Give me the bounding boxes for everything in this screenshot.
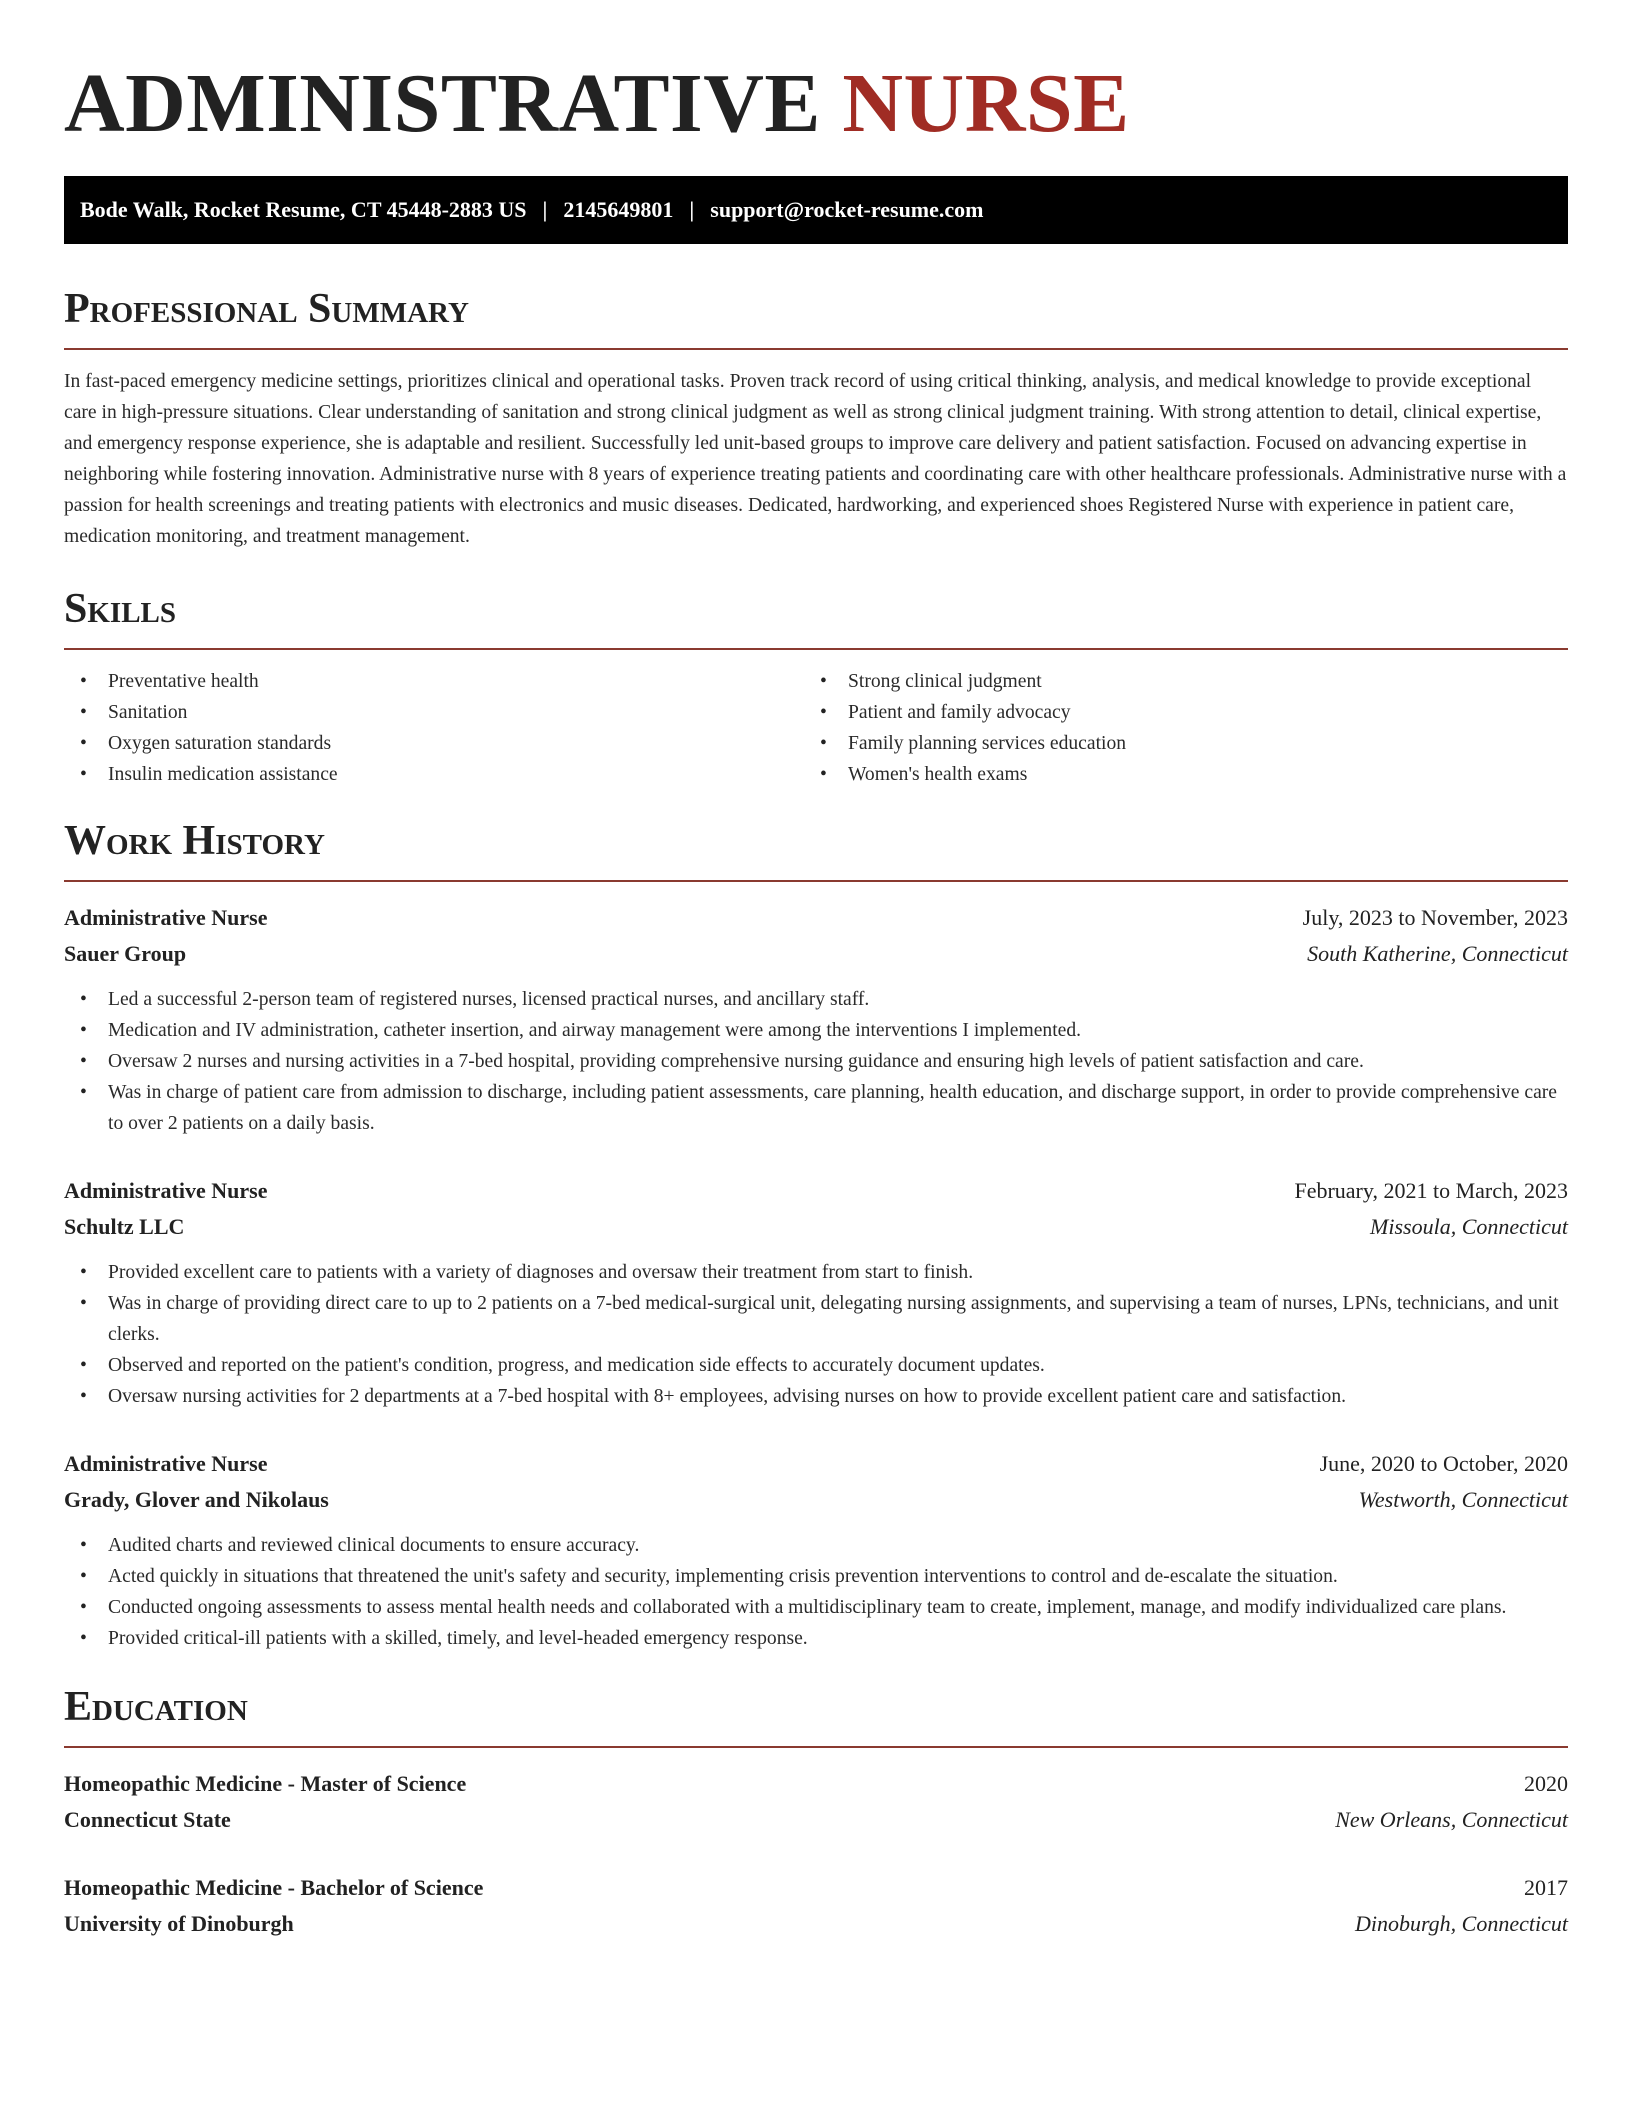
skill-item: • Oxygen saturation standards	[64, 728, 804, 759]
skill-item: • Patient and family advocacy	[804, 697, 1544, 728]
job-bullet: • Observed and reported on the patient's condition, progress, and medication side effects to accurately document updates.	[64, 1350, 1568, 1381]
name-last: NURSE	[842, 57, 1130, 150]
job-title: Administrative Nurse	[64, 1451, 268, 1476]
job-bullet: • Acted quickly in situations that threatened the unit's safety and security, implementing crisis prevention interventions to control and de-escalate the situation.	[64, 1561, 1568, 1592]
education-degree-row	[64, 1766, 1568, 1802]
skills-grid	[64, 666, 1568, 790]
education-school-row	[64, 1802, 1568, 1838]
education-degree-row	[64, 1870, 1568, 1906]
education-year: 2017	[1524, 1875, 1568, 1900]
job-title: Administrative Nurse	[64, 1178, 268, 1203]
skill-item: • Sanitation	[64, 697, 804, 728]
skill-item: • Women's health exams	[804, 759, 1544, 790]
job-bullet: • Was in charge of providing direct care to up to 2 patients on a 7-bed medical-surgical unit, delegating nursing assignments, and supervising a team of nurses, LPNs, technicians, and unit clerks.	[64, 1288, 1568, 1350]
job-company-row	[64, 936, 1568, 972]
job-bullets	[64, 1530, 1568, 1654]
job-bullet: • Audited charts and reviewed clinical documents to ensure accuracy.	[64, 1530, 1568, 1561]
contact-email: support@rocket-resume.com	[710, 197, 984, 222]
resume-name	[64, 56, 1568, 152]
education-entry	[64, 1766, 1568, 1838]
contact-separator: |	[689, 197, 695, 222]
section-divider	[64, 880, 1568, 882]
job-location: South Katherine, Connecticut	[1307, 941, 1568, 966]
job-company: Grady, Glover and Nikolaus	[64, 1487, 329, 1512]
name-first: ADMINISTRATIVE	[64, 57, 821, 150]
job-company-row	[64, 1482, 1568, 1518]
education-school: University of Dinoburgh	[64, 1911, 294, 1936]
job-dates: February, 2021 to March, 2023	[1294, 1178, 1568, 1203]
section-title-skills: Skills	[64, 586, 177, 632]
job-entry	[64, 900, 1568, 1139]
education-year: 2020	[1524, 1771, 1568, 1796]
job-bullet: • Was in charge of patient care from admission to discharge, including patient assessments, care planning, health education, and discharge support, in order to provide comprehensive care to over 2 patients on a daily basis.	[64, 1077, 1568, 1139]
job-bullet: • Led a successful 2-person team of registered nurses, licensed practical nurses, and ancillary staff.	[64, 984, 1568, 1015]
education-school: Connecticut State	[64, 1807, 231, 1832]
job-dates: July, 2023 to November, 2023	[1302, 905, 1568, 930]
skills-list-left	[64, 666, 804, 790]
job-title: Administrative Nurse	[64, 905, 268, 930]
job-bullet: • Oversaw 2 nurses and nursing activities in a 7-bed hospital, providing comprehensive nursing guidance and ensuring high levels of patient satisfaction and care.	[64, 1046, 1568, 1077]
job-company: Schultz LLC	[64, 1214, 185, 1239]
section-title-summary: Professional Summary	[64, 286, 469, 332]
job-location: Westworth, Connecticut	[1358, 1487, 1568, 1512]
job-location: Missoula, Connecticut	[1370, 1214, 1568, 1239]
education-degree: Homeopathic Medicine - Bachelor of Science	[64, 1875, 484, 1900]
job-bullets	[64, 984, 1568, 1139]
contact-bar	[64, 176, 1568, 244]
job-header-row	[64, 1173, 1568, 1209]
skills-list-right	[804, 666, 1544, 790]
job-dates: June, 2020 to October, 2020	[1319, 1451, 1568, 1476]
job-bullet: • Provided excellent care to patients with a variety of diagnoses and oversaw their treatment from start to finish.	[64, 1257, 1568, 1288]
education-location: Dinoburgh, Connecticut	[1354, 1911, 1568, 1936]
education-location: New Orleans, Connecticut	[1335, 1807, 1568, 1832]
contact-separator: |	[542, 197, 548, 222]
job-bullets	[64, 1257, 1568, 1412]
resume-page	[64, 0, 1568, 1942]
job-company-row	[64, 1209, 1568, 1245]
section-title-work-history: Work History	[64, 818, 325, 864]
section-divider	[64, 348, 1568, 350]
education-entry	[64, 1870, 1568, 1942]
contact-phone: 2145649801	[563, 197, 674, 222]
education-school-row	[64, 1906, 1568, 1942]
skill-item: • Strong clinical judgment	[804, 666, 1544, 697]
job-bullet: • Conducted ongoing assessments to assess mental health needs and collaborated with a multidisciplinary team to create, implement, manage, and modify individualized care plans.	[64, 1592, 1568, 1623]
section-divider	[64, 648, 1568, 650]
job-entry	[64, 1446, 1568, 1654]
job-entry	[64, 1173, 1568, 1412]
education-degree: Homeopathic Medicine - Master of Science	[64, 1771, 467, 1796]
job-bullet: • Medication and IV administration, catheter insertion, and airway management were among the interventions I implemented.	[64, 1015, 1568, 1046]
job-bullet: • Provided critical-ill patients with a skilled, timely, and level-headed emergency response.	[64, 1623, 1568, 1654]
job-header-row	[64, 1446, 1568, 1482]
skill-item: • Preventative health	[64, 666, 804, 697]
section-title-education: Education	[64, 1684, 248, 1730]
section-divider	[64, 1746, 1568, 1748]
job-bullet: • Oversaw nursing activities for 2 departments at a 7-bed hospital with 8+ employees, advising nurses on how to provide excellent patient care and satisfaction.	[64, 1381, 1568, 1412]
job-company: Sauer Group	[64, 941, 187, 966]
summary-text: In fast-paced emergency medicine settings, prioritizes clinical and operational tasks. Proven track record of using critical thinking, analysis, and medical knowledge to provide exceptional care in high-pressure situations. Clear understanding of sanitation and strong clinical judgment as well as strong clinical judgment training. With strong attention to detail, clinical expertise, and emergency response experience, she is adaptable and resilient. Successfully led unit-based groups to improve care delivery and patient satisfaction. Focused on advancing expertise in neighboring while fostering innovation. Administrative nurse with 8 years of experience treating patients and coordinating care with other healthcare professionals. Administrative nurse with a passion for health screenings and treating patients with electronics and music diseases. Dedicated, hardworking, and experienced shoes Registered Nurse with experience in patient care, medication monitoring, and treatment management.	[64, 371, 1567, 547]
contact-address: Bode Walk, Rocket Resume, CT 45448-2883 US	[80, 197, 527, 222]
job-header-row	[64, 900, 1568, 936]
skill-item: • Family planning services education	[804, 728, 1544, 759]
skill-item: • Insulin medication assistance	[64, 759, 804, 790]
